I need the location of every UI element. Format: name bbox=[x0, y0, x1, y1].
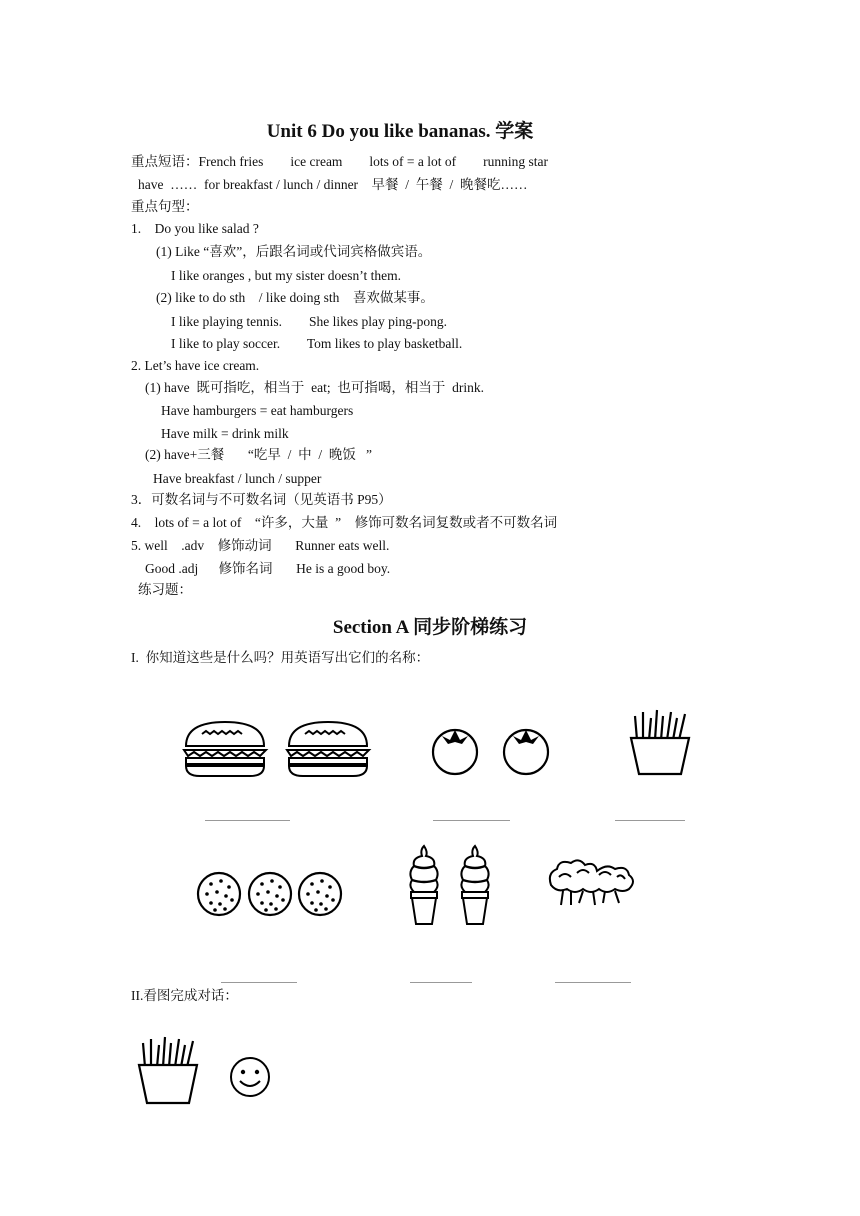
answer-blank bbox=[555, 982, 631, 983]
answer-blank bbox=[615, 820, 685, 821]
text-line: Have milk = drink milk bbox=[161, 426, 289, 441]
answer-blank bbox=[205, 820, 290, 821]
text-line: 1. Do you like salad ? bbox=[131, 221, 259, 236]
page-title: Unit 6 Do you like bananas. 学案 bbox=[266, 121, 534, 142]
text-line: (1) Like “喜欢”，后跟名词或代词宾格做宾语。 bbox=[156, 244, 432, 259]
text-line: 重点句型： bbox=[131, 199, 199, 214]
hamburger-icon bbox=[283, 718, 373, 778]
tomato-icon bbox=[499, 722, 553, 776]
section-title: Section A 同步阶梯练习 bbox=[332, 617, 528, 638]
answer-blank bbox=[221, 982, 297, 983]
ice-cream-icon bbox=[457, 844, 493, 926]
text-line: 5. well .adv 修饰动词 Runner eats well. bbox=[131, 538, 390, 553]
cookie-icon bbox=[195, 870, 243, 918]
fries-icon bbox=[627, 708, 693, 778]
text-line: (2) have+三餐 “吃早 / 中 / 晚饭 ” bbox=[145, 447, 372, 462]
exercise-heading: I. 你知道这些是什么吗？用英语写出它们的名称： bbox=[131, 650, 430, 665]
text-line: 练习题： bbox=[138, 582, 192, 597]
tomato-icon bbox=[428, 722, 482, 776]
text-line: Have breakfast / lunch / supper bbox=[153, 471, 322, 486]
answer-blank bbox=[433, 820, 510, 821]
cookie-icon bbox=[246, 870, 294, 918]
hamburger-icon bbox=[180, 718, 270, 778]
ice-cream-icon bbox=[406, 844, 442, 926]
text-line: 4. lots of = a lot of “许多，大量 ” 修饰可数名词复数或者不可数名词 bbox=[131, 515, 558, 530]
text-line: 2. Let’s have ice cream. bbox=[131, 358, 260, 373]
exercise-heading: II.看图完成对话： bbox=[131, 988, 238, 1003]
smiley-icon bbox=[228, 1055, 272, 1099]
text-line: I like to play soccer. Tom likes to play basketball. bbox=[171, 336, 463, 351]
text-line: I like oranges , but my sister doesn’t them. bbox=[171, 268, 401, 283]
cookie-icon bbox=[296, 870, 344, 918]
text-line: have …… for breakfast / lunch / dinner 早餐 / 午餐 / 晚餐吃…… bbox=[138, 177, 528, 192]
text-line: 3．可数名词与不可数名词（见英语书 P95） bbox=[131, 492, 392, 507]
text-line: Have hamburgers = eat hamburgers bbox=[161, 403, 354, 418]
salad-icon bbox=[545, 855, 637, 909]
answer-blank bbox=[410, 982, 472, 983]
text-line: (2) like to do sth / like doing sth 喜欢做某事。 bbox=[156, 290, 434, 305]
fries-icon bbox=[135, 1035, 201, 1107]
text-line: Good .adj 修饰名词 He is a good boy. bbox=[145, 561, 391, 576]
text-line: (1) have 既可指吃，相当于 eat; 也可指喝，相当于 drink. bbox=[145, 380, 484, 395]
text-line: I like playing tennis. She likes play ping-pong. bbox=[171, 314, 447, 329]
text-line: 重点短语：French fries ice cream lots of = a lot of running star bbox=[131, 154, 549, 169]
